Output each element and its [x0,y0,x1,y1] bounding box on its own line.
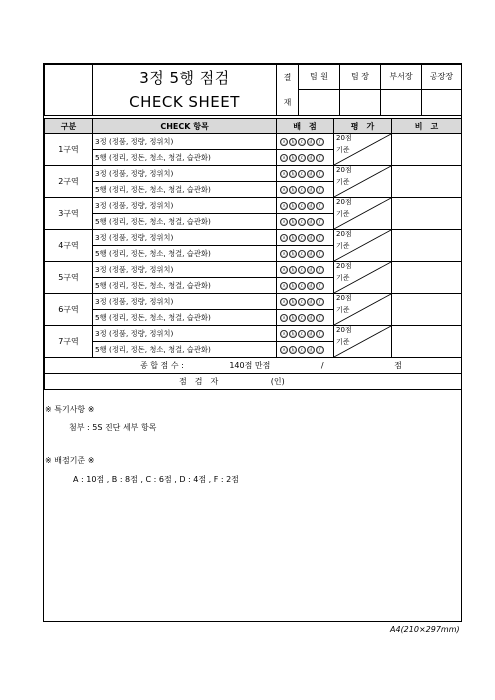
zone-label: 2구역 [45,166,93,198]
score-option-1[interactable]: ⓑ [290,251,297,258]
check-item-5s: 5행 (정리, 정돈, 청소, 청결, 습관화) [93,246,277,262]
score-options-3s[interactable] [277,230,334,246]
title-korean: 3정 5행 점검 [93,65,277,90]
score-option-1[interactable]: ⓑ [290,203,297,210]
score-option-3[interactable]: ⓓ [308,155,315,162]
score-option-0[interactable]: ⓐ [281,251,288,258]
check-item-3s: 3정 (정품, 정량, 정위치) [93,230,277,246]
note-cell[interactable] [392,134,462,166]
score-option-2[interactable]: ⓒ [299,187,306,194]
evaluation-max-score: 20점 [336,294,352,302]
evaluation-cell[interactable] [334,198,392,230]
evaluation-diagonal [334,294,391,325]
score-option-4[interactable]: ⓕ [317,251,324,258]
score-option-3[interactable]: ⓓ [308,251,315,258]
evaluation-diagonal [334,134,391,165]
score-option-3[interactable]: ⓓ [308,347,315,354]
score-option-2[interactable]: ⓒ [299,203,306,210]
check-item-3s: 3정 (정품, 정량, 정위치) [93,262,277,278]
total-score-max: 140점 만점 [229,361,271,370]
inspector-seal: (인) [270,377,285,386]
score-option-4[interactable]: ⓕ [317,171,324,178]
score-options-3s[interactable] [277,134,334,150]
evaluation-basis: 기준 [336,306,350,314]
score-option-1[interactable]: ⓑ [290,171,297,178]
signature-box-2[interactable] [340,89,381,116]
inspector-row [45,374,462,390]
score-option-4[interactable]: ⓕ [317,315,324,322]
evaluation-diagonal [334,326,391,357]
score-option-0[interactable]: ⓐ [281,139,288,146]
score-option-1[interactable]: ⓑ [290,315,297,322]
score-option-0[interactable]: ⓐ [281,347,288,354]
score-option-4[interactable]: ⓕ [317,219,324,226]
evaluation-max-score: 20점 [336,166,352,174]
score-option-2[interactable]: ⓒ [299,267,306,274]
scoring-criteria-title: ※ 배점기준 ※ [45,456,95,465]
note-cell[interactable] [392,166,462,198]
evaluation-cell[interactable] [334,262,392,294]
score-option-3[interactable]: ⓓ [308,283,315,290]
score-options-5s[interactable] [277,310,334,326]
score-options-5s[interactable] [277,182,334,198]
scoring-criteria-text: A : 10점 , B : 8점 , C : 6점 , D : 4점 , F : 2점 [73,475,239,484]
score-options-3s[interactable] [277,262,334,278]
score-option-2[interactable]: ⓒ [299,347,306,354]
check-item-5s: 5행 (정리, 정돈, 청소, 청결, 습관화) [93,214,277,230]
col-header-score: 배 점 [277,119,334,134]
score-option-4[interactable]: ⓕ [317,347,324,354]
score-option-2[interactable]: ⓒ [299,251,306,258]
check-item-5s: 5행 (정리, 정돈, 청소, 청결, 습관화) [93,182,277,198]
evaluation-cell[interactable] [334,230,392,262]
check-item-3s: 3정 (정품, 정량, 정위치) [93,166,277,182]
score-option-4[interactable]: ⓕ [317,267,324,274]
score-options-5s[interactable] [277,214,334,230]
note-cell[interactable] [392,198,462,230]
check-sheet-form [43,63,462,622]
score-option-4[interactable]: ⓕ [317,235,324,242]
evaluation-max-score: 20점 [336,230,352,238]
score-option-3[interactable]: ⓓ [308,139,315,146]
score-option-3[interactable]: ⓓ [308,171,315,178]
score-options-5s[interactable] [277,342,334,358]
score-option-1[interactable]: ⓑ [290,187,297,194]
evaluation-max-score: 20점 [336,326,352,334]
total-score-slash: / [320,361,324,370]
score-option-0[interactable]: ⓐ [281,235,288,242]
zone-label: 1구역 [45,134,93,166]
check-item-5s: 5행 (정리, 정돈, 청소, 청결, 습관화) [93,342,277,358]
check-item-3s: 3정 (정품, 정량, 정위치) [93,198,277,214]
check-item-3s: 3정 (정품, 정량, 정위치) [93,294,277,310]
score-option-4[interactable]: ⓕ [317,331,324,338]
score-option-4[interactable]: ⓕ [317,155,324,162]
total-score-label: 종 합 점 수 : [140,361,184,370]
score-option-1[interactable]: ⓑ [290,331,297,338]
score-option-1[interactable]: ⓑ [290,139,297,146]
zone-row [45,262,462,278]
total-score-row [45,358,462,374]
score-option-0[interactable]: ⓐ [281,203,288,210]
score-options-3s[interactable] [277,326,334,342]
score-options-5s[interactable] [277,278,334,294]
score-option-2[interactable]: ⓒ [299,315,306,322]
col-header-items: CHECK 항목 [93,119,277,134]
approval-role-3: 부서장 [381,65,422,90]
header-table [44,64,462,116]
title-english: CHECK SHEET [93,89,277,116]
total-score-unit: 점 [394,361,402,370]
evaluation-max-score: 20점 [336,262,352,270]
evaluation-cell[interactable] [334,134,392,166]
score-option-1[interactable]: ⓑ [290,347,297,354]
inspector-label: 점 검 자 [179,377,219,386]
evaluation-basis: 기준 [336,274,350,282]
check-item-3s: 3정 (정품, 정량, 정위치) [93,326,277,342]
score-option-3[interactable]: ⓓ [308,267,315,274]
evaluation-cell[interactable] [334,166,392,198]
note-cell[interactable] [392,262,462,294]
score-option-3[interactable]: ⓓ [308,235,315,242]
score-option-3[interactable]: ⓓ [308,331,315,338]
evaluation-diagonal [334,262,391,293]
evaluation-basis: 기준 [336,178,350,186]
zone-row [45,230,462,246]
score-options-3s[interactable] [277,294,334,310]
score-option-2[interactable]: ⓒ [299,331,306,338]
zone-label: 5구역 [45,262,93,294]
zone-label: 6구역 [45,294,93,326]
score-option-3[interactable]: ⓓ [308,219,315,226]
special-notes-title: ※ 특기사항 ※ [45,405,95,414]
score-option-0[interactable]: ⓐ [281,299,288,306]
score-option-2[interactable]: ⓒ [299,299,306,306]
score-option-0[interactable]: ⓐ [281,155,288,162]
evaluation-diagonal [334,166,391,197]
note-cell[interactable] [392,294,462,326]
header-blank [45,65,93,116]
signature-box-3[interactable] [381,89,422,116]
approval-role-4: 공장장 [422,65,462,90]
zone-row [45,294,462,310]
score-option-1[interactable]: ⓑ [290,299,297,306]
score-option-3[interactable]: ⓓ [308,187,315,194]
approval-label-top: 결 [277,65,299,90]
score-option-4[interactable]: ⓕ [317,187,324,194]
score-option-1[interactable]: ⓑ [290,267,297,274]
score-options-3s[interactable] [277,166,334,182]
score-options-5s[interactable] [277,150,334,166]
score-option-0[interactable]: ⓐ [281,219,288,226]
check-item-3s: 3정 (정품, 정량, 정위치) [93,134,277,150]
score-option-1[interactable]: ⓑ [290,235,297,242]
approval-role-2: 팀 장 [340,65,381,90]
note-cell[interactable] [392,326,462,358]
score-option-3[interactable]: ⓓ [308,299,315,306]
evaluation-max-score: 20점 [336,134,352,142]
evaluation-diagonal [334,230,391,261]
score-option-0[interactable]: ⓐ [281,331,288,338]
zone-label: 7구역 [45,326,93,358]
evaluation-basis: 기준 [336,242,350,250]
zone-row [45,326,462,342]
score-option-0[interactable]: ⓐ [281,315,288,322]
score-option-4[interactable]: ⓕ [317,283,324,290]
zone-row [45,166,462,182]
score-option-1[interactable]: ⓑ [290,155,297,162]
evaluation-diagonal [334,198,391,229]
zone-row [45,198,462,214]
score-options-3s[interactable] [277,198,334,214]
evaluation-basis: 기준 [336,210,350,218]
score-option-0[interactable]: ⓐ [281,267,288,274]
score-option-0[interactable]: ⓐ [281,171,288,178]
score-option-2[interactable]: ⓒ [299,283,306,290]
evaluation-basis: 기준 [336,146,350,154]
col-header-note: 비 고 [392,119,462,134]
score-option-2[interactable]: ⓒ [299,235,306,242]
score-option-1[interactable]: ⓑ [290,283,297,290]
approval-role-1: 팀 원 [299,65,340,90]
zone-row [45,134,462,150]
score-option-2[interactable]: ⓒ [299,155,306,162]
note-cell[interactable] [392,230,462,262]
special-notes-text: 첨부 : 5S 진단 세부 항목 [69,423,157,432]
score-option-2[interactable]: ⓒ [299,139,306,146]
score-option-2[interactable]: ⓒ [299,219,306,226]
score-option-2[interactable]: ⓒ [299,171,306,178]
evaluation-basis: 기준 [336,338,350,346]
signature-box-1[interactable] [299,89,340,116]
col-header-zone: 구분 [45,119,93,134]
check-item-5s: 5행 (정리, 정돈, 청소, 청결, 습관화) [93,150,277,166]
check-table [44,118,462,390]
score-option-0[interactable]: ⓐ [281,283,288,290]
score-option-3[interactable]: ⓓ [308,203,315,210]
evaluation-cell[interactable] [334,326,392,358]
score-option-3[interactable]: ⓓ [308,315,315,322]
paper-size-label: A4(210×297mm) [390,625,460,634]
check-item-5s: 5행 (정리, 정돈, 청소, 청결, 습관화) [93,310,277,326]
score-option-4[interactable]: ⓕ [317,203,324,210]
check-item-5s: 5행 (정리, 정돈, 청소, 청결, 습관화) [93,278,277,294]
score-option-4[interactable]: ⓕ [317,139,324,146]
score-options-5s[interactable] [277,246,334,262]
signature-box-4[interactable] [422,89,462,116]
score-option-0[interactable]: ⓐ [281,187,288,194]
col-header-eval: 평 가 [334,119,392,134]
approval-label-bottom: 재 [277,89,299,116]
score-option-4[interactable]: ⓕ [317,299,324,306]
score-option-1[interactable]: ⓑ [290,219,297,226]
evaluation-cell[interactable] [334,294,392,326]
zone-label: 3구역 [45,198,93,230]
evaluation-max-score: 20점 [336,198,352,206]
zone-label: 4구역 [45,230,93,262]
